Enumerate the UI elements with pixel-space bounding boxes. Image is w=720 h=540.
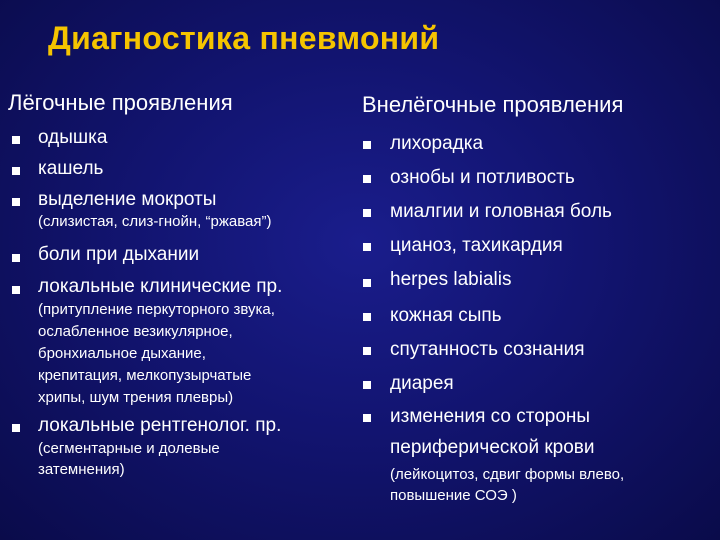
bullet-icon — [363, 175, 371, 183]
left-column-heading: Лёгочные проявления — [8, 90, 233, 115]
bullet-icon — [363, 279, 371, 287]
bullet-icon — [363, 381, 371, 389]
bullet-icon — [12, 254, 20, 262]
bullet-icon — [12, 286, 20, 294]
left-item-6-note-line: (сегментарные и долевые — [38, 440, 220, 457]
left-item-6: локальные рентгенолог. пр. — [38, 415, 282, 436]
left-item-5-note-line: бронхиальное дыхание, — [38, 345, 206, 362]
right-item-9-note-line: (лейкоцитоз, сдвиг формы влево, — [390, 466, 625, 483]
bullet-icon — [12, 136, 20, 144]
right-item-3: миалгии и головная боль — [390, 201, 612, 222]
right-item-9-note-line: повышение СОЭ ) — [390, 487, 517, 504]
right-item-8: диарея — [390, 373, 454, 394]
left-item-5-note-line: хрипы, шум трения плевры) — [38, 389, 234, 406]
left-item-5-note-line: (притупление перкуторного звука, — [38, 301, 275, 318]
left-item-5-note-line: крепитация, мелкопузырчатые — [38, 367, 252, 384]
bullet-icon — [363, 243, 371, 251]
left-item-1: одышка — [38, 127, 108, 148]
right-item-1: лихорадка — [390, 133, 484, 154]
left-item-2: кашель — [38, 158, 104, 179]
right-item-5: herpes labialis — [390, 269, 512, 290]
left-item-3-note: (слизистая, слиз-гнойн, “ржавая”) — [38, 213, 272, 230]
right-item-2: ознобы и потливость — [390, 167, 575, 188]
left-item-5: локальные клинические пр. — [38, 276, 283, 297]
bullet-icon — [363, 141, 371, 149]
bullet-icon — [12, 167, 20, 175]
right-item-6: кожная сыпь — [390, 305, 502, 326]
bullet-icon — [12, 198, 20, 206]
right-item-7: спутанность сознания — [390, 339, 585, 360]
bullet-icon — [363, 347, 371, 355]
right-item-4: цианоз, тахикардия — [390, 235, 563, 256]
bullet-icon — [363, 209, 371, 217]
right-column-heading: Внелёгочные проявления — [362, 92, 624, 117]
slide-title: Диагностика пневмоний — [48, 20, 440, 56]
left-item-4: боли при дыхании — [38, 244, 200, 265]
left-item-3: выделение мокроты — [38, 189, 217, 210]
bullet-icon — [363, 313, 371, 321]
left-item-6-note-line: затемнения) — [38, 461, 125, 478]
left-item-5-note-line: ослабленное везикулярное, — [38, 323, 233, 340]
right-item-9: изменения со стороны — [390, 406, 591, 427]
right-item-9-continued: периферической крови — [390, 437, 595, 458]
bullet-icon — [12, 424, 20, 432]
bullet-icon — [363, 414, 371, 422]
